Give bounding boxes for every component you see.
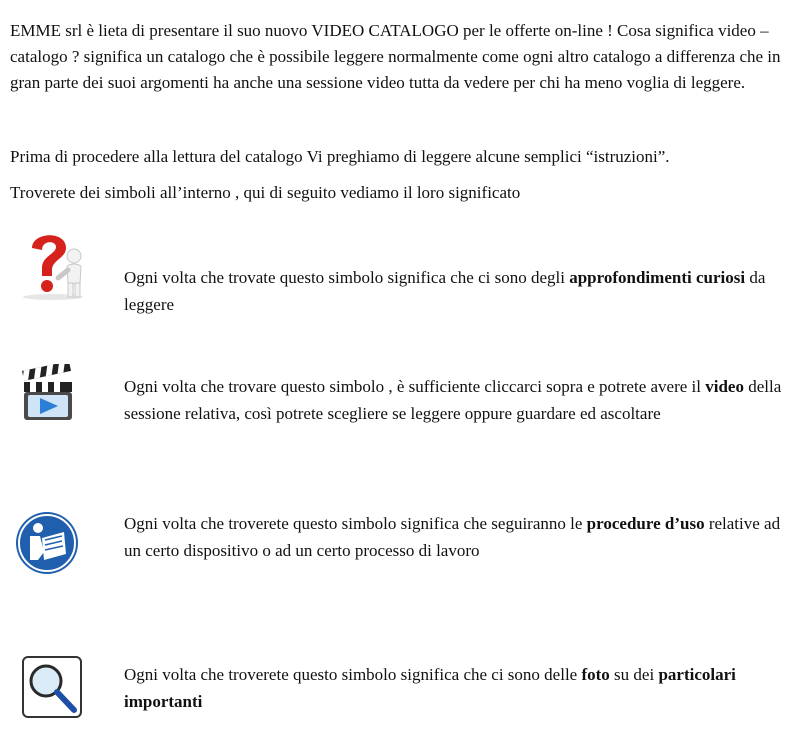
magnifier-icon [22,656,82,718]
bold-term: procedure d’uso [586,514,705,533]
symbol-description-1: Ogni volta che trovate questo simbolo significa che ci sono degli approfondimenti curiosi da leggere [124,268,766,314]
bold-term: video [705,377,744,396]
video-clapperboard-icon[interactable] [20,364,76,422]
intro-paragraph-2: Prima di procedere alla lettura del catalogo Vi preghiamo di leggere alcune semplici “istruzioni”. [10,147,670,166]
bold-term: approfondimenti curiosi [569,268,746,287]
intro-paragraph-3: Troverete dei simboli all’interno , qui di seguito vediamo il loro significato [10,183,521,202]
bold-term: particolari importanti [124,665,736,711]
bold-term: foto [581,665,610,684]
manual-reading-icon [14,510,80,576]
symbol-description-4: Ogni volta che troverete questo simbolo significa che ci sono delle foto su dei particolari importanti [124,665,736,711]
question-mark-figure-icon [12,226,94,302]
symbol-description-3: Ogni volta che troverete questo simbolo significa che seguiranno le procedure d’uso relative ad un certo dispositivo o ad un certo processo di lavoro [124,514,781,560]
symbol-description-2: Ogni volta che trovare questo simbolo , è sufficiente cliccarci sopra e potrete avere il video della sessione relativa, così potrete scegliere se leggere oppure guardare ed ascoltare [124,377,782,423]
intro-paragraph-1: EMME srl è lieta di presentare il suo nuovo VIDEO CATALOGO per le offerte on-line ! Cosa significa video – catalogo ? significa un catalogo che è possibile leggere normalmente come ogni altro catalogo a differenza che in gran parte dei suoi argomenti ha anche una sessione video tutta da vedere per chi ha meno voglia di leggere. [10,21,781,92]
